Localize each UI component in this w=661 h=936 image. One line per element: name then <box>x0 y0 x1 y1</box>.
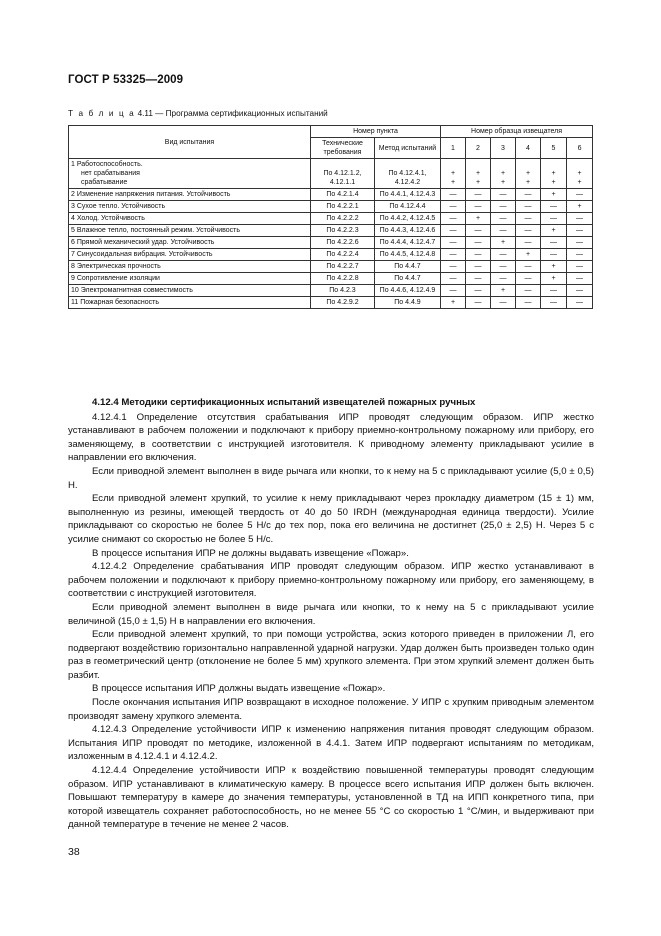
table-row <box>69 273 593 285</box>
sample-mark-cell: — <box>491 261 516 273</box>
header-sample: 2 <box>466 138 491 159</box>
test-name: 2 Изменение напряжения питания. Устойчивость <box>71 191 231 198</box>
test-name-cell <box>69 249 311 261</box>
table-row <box>69 225 593 237</box>
table-row <box>69 297 593 309</box>
sample-mark-cell: — <box>567 297 593 309</box>
sample-mark-cell: — <box>541 237 567 249</box>
sample-mark-cell: — <box>466 225 491 237</box>
sample-mark-cell: — <box>441 249 466 261</box>
sample-mark-cell: — <box>466 249 491 261</box>
sample-mark-cell: + <box>441 297 466 309</box>
paragraph: 4.12.4.4 Определение устойчивости ИПР к воздействию повышенной температуры проводят следующим образом. ИПР устанавливают в климатическую камеру. В процессе всего испытания ИПР должен быть включен. Повышают температуру в камере до значения температуры, установленной в ТД на ИПП конкретного типа, при которой извещатель сохраняет работоспособность, но не менее 55 °С со скоростью 1 °С/мин, и выдерживают при данной температуре в течение не менее 2 часов. <box>68 765 594 831</box>
certification-program-table <box>68 125 593 309</box>
method-cell: По 4.12.4.4 <box>375 201 441 213</box>
method-cell: По 4.4.9 <box>375 297 441 309</box>
tech-req-cell: По 4.2.2.4 <box>311 249 375 261</box>
body-text <box>68 396 594 832</box>
sample-mark: + <box>500 179 506 186</box>
paragraph: Если приводной элемент хрупкий, то при помощи устройства, эскиз которого приведен в приложении Л, его подвергают воздействию горизонтально направленной ударной нагрузки. Удар должен быть произведен только один раз в геометрический центр (отклонение не более 5 мм) хрупкого элемента. При этом хрупкий элемент должен быть разбит. <box>68 629 594 681</box>
table-body <box>69 159 593 309</box>
sample-mark-cell: — <box>541 297 567 309</box>
sample-mark-cell <box>441 159 466 189</box>
tech-req-cell: По 4.2.9.2 <box>311 297 375 309</box>
sample-mark-cell <box>516 159 541 189</box>
sample-mark-cell <box>491 159 516 189</box>
table-row <box>69 237 593 249</box>
sample-mark-cell: — <box>491 297 516 309</box>
sample-mark: + <box>475 179 481 186</box>
paragraph: Если приводной элемент хрупкий, то усилие к нему прикладывают через прокладку диаметром (15 ± 1) мм, выполненную из резины, имеющей твердость от 40 до 50 IRDH (международная единица твердости). Усилие прикладывают со скоростью не более 5 Н/с до тех пор, пока его величина не достигнет (25,0 ± 2,5) Н. Через 5 с усилие снимают со скоростью не более 5 Н/с. <box>68 493 594 545</box>
test-name: 9 Сопротивление изоляции <box>71 275 160 282</box>
sample-mark-cell: — <box>567 225 593 237</box>
table-row <box>69 261 593 273</box>
test-name-cell <box>69 159 311 189</box>
tech-req-cell: По 4.2.2.7 <box>311 261 375 273</box>
sample-mark-cell: — <box>516 297 541 309</box>
sample-mark-cell: — <box>466 273 491 285</box>
header-sample: 6 <box>567 138 593 159</box>
sample-mark-cell: — <box>441 273 466 285</box>
method-cell: По 4.4.5, 4.12.4.8 <box>375 249 441 261</box>
sample-mark-cell: — <box>516 237 541 249</box>
test-name: 7 Синусоидальная вибрация. Устойчивость <box>71 251 213 258</box>
header-method: Метод испытаний <box>375 138 441 159</box>
sample-mark-cell: + <box>541 273 567 285</box>
sample-mark: + <box>475 170 481 177</box>
test-name: 5 Влажное тепло, постоянный режим. Устойчивость <box>71 227 240 234</box>
section-heading: 4.12.4 Методики сертификационных испытаний извещателей пожарных ручных <box>92 397 476 408</box>
sample-mark-cell: + <box>541 261 567 273</box>
header-tech-req: Технические требования <box>311 138 375 159</box>
sample-mark-cell: + <box>541 225 567 237</box>
sample-mark-cell: + <box>541 189 567 201</box>
sample-mark-cell: — <box>541 285 567 297</box>
test-name: 1 Работоспособность. <box>71 161 143 168</box>
sample-mark-cell: + <box>516 249 541 261</box>
sample-mark-cell: — <box>567 261 593 273</box>
paragraph: 4.12.4.1 Определение отсутствия срабатывания ИПР проводят следующим образом. ИПР жестко устанавливают в рабочем положении и подключают к прибору приемно-контрольному пожарному или прибору, его заменяющему, в соответствии с инструкцией изготовителя. К приводному элементу прикладывают усилие в направлении его включения. <box>68 411 594 464</box>
header-sample: 4 <box>516 138 541 159</box>
page-number: 38 <box>68 846 80 858</box>
test-name: 11 Пожарная безопасность <box>71 299 160 306</box>
test-name-cell <box>69 285 311 297</box>
table-row <box>69 201 593 213</box>
method-cell: По 4.4.4, 4.12.4.7 <box>375 237 441 249</box>
paragraph: В процессе испытания ИПР должны выдать извещение «Пожар». <box>92 683 386 695</box>
paragraph: 4.12.4.3 Определение устойчивости ИПР к изменению напряжения питания проводят следующим образом. Испытания ИПР проводят по методике, изложенной в 4.4.1. Затем ИПР подвергают испытаниям по методикам, изложенным в 4.12.4.1 и 4.12.4.2. <box>68 724 594 763</box>
sample-mark-cell: — <box>441 201 466 213</box>
sample-mark-cell: — <box>466 261 491 273</box>
tech-req-cell: По 4.2.2.1 <box>311 201 375 213</box>
header-sample-number: Номер образца извещателя <box>441 126 593 138</box>
header-test-type: Вид испытания <box>69 126 311 159</box>
method-cell: По 4.12.4.1, 4.12.4.2 <box>375 159 441 189</box>
sample-mark-cell: + <box>491 285 516 297</box>
paragraph: Если приводной элемент выполнен в виде рычага или кнопки, то к нему на 5 с прикладывают усилие величиной (15,0 ± 1,5) Н в направлении его включения. <box>68 601 594 627</box>
sample-mark: + <box>500 170 506 177</box>
sample-mark-cell: — <box>516 273 541 285</box>
tech-req-cell: По 4.2.3 <box>311 285 375 297</box>
header-sample: 3 <box>491 138 516 159</box>
method-cell: По 4.4.7 <box>375 273 441 285</box>
sample-mark-cell: — <box>491 201 516 213</box>
sample-mark: + <box>525 170 531 177</box>
sample-mark-cell: — <box>466 237 491 249</box>
table-row <box>69 249 593 261</box>
table-caption-title: 4.11 — Программа сертификационных испытаний <box>137 109 328 118</box>
test-name-cell <box>69 213 311 225</box>
test-name-cell <box>69 189 311 201</box>
method-cell: По 4.4.1, 4.12.4.3 <box>375 189 441 201</box>
sample-mark-cell: — <box>491 189 516 201</box>
sample-mark: + <box>525 179 531 186</box>
sample-mark-cell <box>466 159 491 189</box>
tech-req-cell: По 4.2.2.8 <box>311 273 375 285</box>
paragraph: 4.12.4.2 Определение срабатывания ИПР проводят следующим образом. ИПР жестко устанавливают в рабочем положении и подключают к прибору приемно-контрольному пожарному или прибору, его заменяющему, в соответствии с инструкцией изготовителя. <box>68 561 594 600</box>
tech-req-cell: По 4.2.2.6 <box>311 237 375 249</box>
sample-mark-cell: + <box>466 213 491 225</box>
sample-mark: + <box>551 170 556 177</box>
sample-mark-cell: — <box>491 249 516 261</box>
sample-mark-cell: — <box>516 261 541 273</box>
table-caption <box>68 109 328 118</box>
document-header: ГОСТ Р 53325—2009 <box>68 74 184 86</box>
sample-mark-cell: — <box>491 213 516 225</box>
sample-mark-cell: — <box>567 213 593 225</box>
method-cell: По 4.4.2, 4.12.4.5 <box>375 213 441 225</box>
tech-req-cell: По 4.2.2.2 <box>311 213 375 225</box>
tech-req-cell: По 4.12.1.2, 4.12.1.1 <box>311 159 375 189</box>
sample-mark-cell: — <box>516 201 541 213</box>
sample-mark-cell: — <box>441 213 466 225</box>
sample-mark: + <box>551 179 556 186</box>
method-cell: По 4.4.6, 4.12.4.9 <box>375 285 441 297</box>
header-sample: 1 <box>441 138 466 159</box>
sample-mark-cell: — <box>541 249 567 261</box>
sample-mark-cell: — <box>441 189 466 201</box>
sample-mark-cell: — <box>567 285 593 297</box>
sample-mark-cell: — <box>516 225 541 237</box>
paragraph: В процессе испытания ИПР не должны выдавать извещение «Пожар». <box>92 547 409 559</box>
test-name-cell <box>69 273 311 285</box>
sample-mark-cell: — <box>466 297 491 309</box>
test-name-cell <box>69 237 311 249</box>
sample-mark: + <box>450 179 456 186</box>
test-subitem: срабатывание <box>81 179 128 186</box>
tech-req-cell: По 4.2.1.4 <box>311 189 375 201</box>
paragraph: Если приводной элемент выполнен в виде рычага или кнопки, то к нему на 5 с прикладывают усилие (5,0 ± 0,5) Н. <box>68 465 594 491</box>
test-name: 8 Электрическая прочность <box>71 263 161 270</box>
table-row <box>69 159 593 189</box>
sample-mark-cell: — <box>441 261 466 273</box>
sample-mark-cell: — <box>466 201 491 213</box>
header-sample: 5 <box>541 138 567 159</box>
paragraph: После окончания испытания ИПР возвращают в исходное положение. У ИПР с хрупким приводным элементом производят замену хрупкого элемента. <box>68 697 594 722</box>
test-subitem: нет срабатывания <box>81 170 140 177</box>
test-name-cell <box>69 201 311 213</box>
sample-mark-cell: — <box>441 285 466 297</box>
test-name: 4 Холод. Устойчивость <box>71 215 145 222</box>
sample-mark-cell: — <box>491 273 516 285</box>
test-name: 3 Сухое тепло. Устойчивость <box>71 203 166 210</box>
test-name: 6 Прямой механический удар. Устойчивость <box>71 239 215 246</box>
sample-mark-cell: — <box>466 285 491 297</box>
table-caption-prefix: Т а б л и ц а <box>68 109 136 118</box>
sample-mark-cell: — <box>541 201 567 213</box>
sample-mark-cell: — <box>567 189 593 201</box>
sample-mark-cell: — <box>567 249 593 261</box>
header-clause-number: Номер пункта <box>311 126 441 138</box>
sample-mark-cell: — <box>567 237 593 249</box>
sample-mark-cell: — <box>541 213 567 225</box>
method-cell: По 4.4.7 <box>375 261 441 273</box>
table-row <box>69 285 593 297</box>
sample-mark-cell: + <box>491 237 516 249</box>
sample-mark-cell: — <box>466 189 491 201</box>
sample-mark-cell: — <box>516 285 541 297</box>
sample-mark-cell: — <box>441 225 466 237</box>
sample-mark: + <box>577 179 582 186</box>
table-row <box>69 213 593 225</box>
sample-mark-cell: — <box>516 213 541 225</box>
sample-mark: + <box>577 170 582 177</box>
sample-mark-cell <box>541 159 567 189</box>
tech-req-cell: По 4.2.2.3 <box>311 225 375 237</box>
sample-mark-cell: + <box>567 201 593 213</box>
test-name-cell <box>69 225 311 237</box>
sample-mark-cell: — <box>441 237 466 249</box>
method-cell: По 4.4.3, 4.12.4.6 <box>375 225 441 237</box>
test-name-cell <box>69 261 311 273</box>
table-row <box>69 189 593 201</box>
sample-mark-cell: — <box>567 273 593 285</box>
test-name: 10 Электромагнитная совместимость <box>71 287 193 294</box>
sample-mark-cell: — <box>516 189 541 201</box>
test-name-cell <box>69 297 311 309</box>
sample-mark-cell: — <box>491 225 516 237</box>
sample-mark: + <box>450 170 456 177</box>
sample-mark-cell <box>567 159 593 189</box>
